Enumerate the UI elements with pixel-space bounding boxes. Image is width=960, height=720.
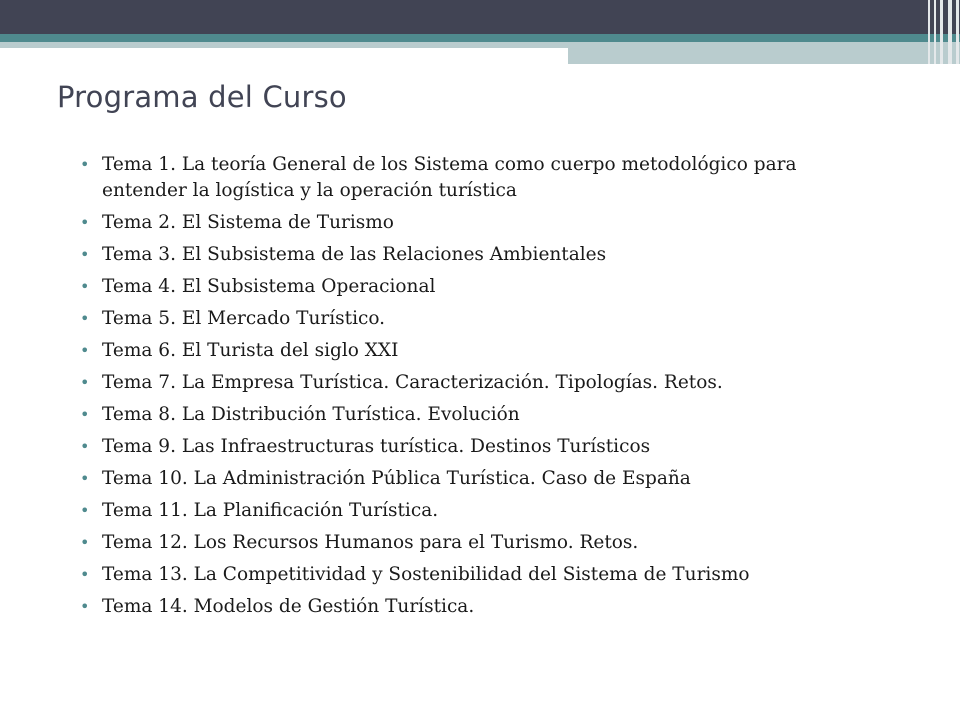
topic-item [80,370,880,396]
bullet-icon: • [80,373,90,392]
topic-item [80,242,880,268]
bullet-icon: • [80,341,90,360]
bullet-icon: • [80,309,90,328]
topic-item [80,498,880,524]
bullet-icon: • [80,277,90,296]
header-band-teal [0,34,960,42]
topic-item [80,210,880,236]
topic-text: Tema 14. Modelos de Gestión Turística. [102,596,475,617]
bullet-icon: • [80,405,90,424]
topic-text: Tema 7. La Empresa Turística. Caracterización. Tipologías. Retos. [102,372,723,393]
topic-item [80,152,880,204]
bullet-icon: • [80,155,90,174]
bullet-icon: • [80,437,90,456]
topic-item [80,594,880,620]
slide-title: Programa del Curso [57,80,347,114]
topic-item [80,306,880,332]
bullet-icon: • [80,213,90,232]
header-stripes [924,0,960,64]
topic-item [80,274,880,300]
header-band-dark [0,0,960,34]
topic-text: Tema 13. La Competitividad y Sostenibilidad del Sistema de Turismo [102,564,750,585]
topic-text: Tema 12. Los Recursos Humanos para el Turismo. Retos. [102,532,639,553]
header-band-light-left [0,42,568,48]
bullet-icon: • [80,533,90,552]
header-band-light-right [568,42,960,64]
topic-item [80,338,880,364]
course-topic-list [80,152,880,626]
bullet-icon: • [80,245,90,264]
topic-text: Tema 4. El Subsistema Operacional [102,276,436,297]
bullet-icon: • [80,469,90,488]
topic-text: Tema 2. El Sistema de Turismo [102,212,394,233]
topic-text: Tema 1. La teoría General de los Sistema como cuerpo metodológico para entender la logística y la operación turística [102,154,797,201]
topic-text: Tema 11. La Planificación Turística. [102,500,439,521]
topic-text: Tema 5. El Mercado Turístico. [102,308,386,329]
bullet-icon: • [80,501,90,520]
bullet-icon: • [80,565,90,584]
topic-item [80,466,880,492]
bullet-icon: • [80,597,90,616]
topic-item [80,434,880,460]
topic-item [80,562,880,588]
topic-text: Tema 10. La Administración Pública Turística. Caso de España [102,468,691,489]
topic-text: Tema 8. La Distribución Turística. Evolución [102,404,520,425]
topic-item [80,530,880,556]
topic-item [80,402,880,428]
topic-text: Tema 9. Las Infraestructuras turística. Destinos Turísticos [102,436,651,457]
topic-text: Tema 6. El Turista del siglo XXI [102,340,399,361]
topic-text: Tema 3. El Subsistema de las Relaciones Ambientales [102,244,607,265]
